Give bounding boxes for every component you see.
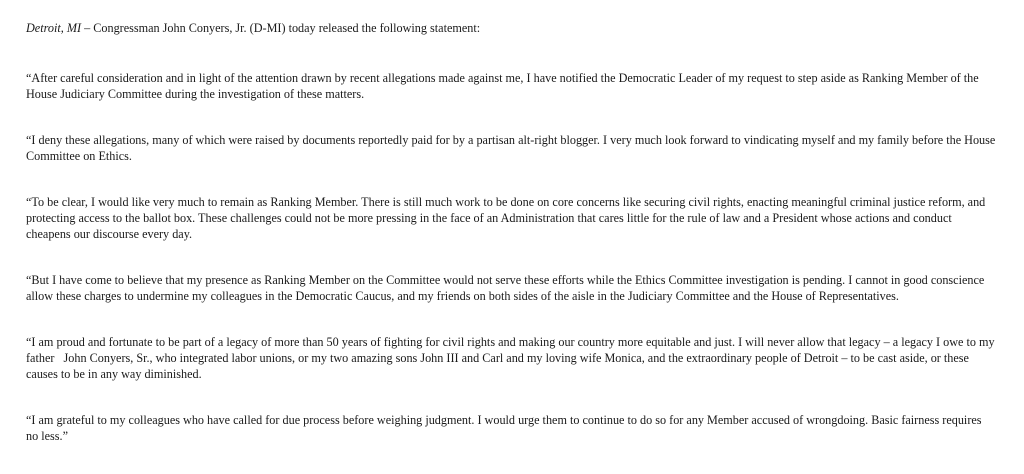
statement-paragraph-2: “I deny these allegations, many of which were raised by documents reportedly paid for by a partisan alt-right blogger. I very much look forward to vindicating myself and my family before the House Committee on Ethics. [26, 133, 996, 163]
statement-paragraph-3: “To be clear, I would like very much to remain as Ranking Member. There is still much work to be done on core concerns like securing civil rights, enacting meaningful criminal justice reform, and protecting access to the ballot box. These challenges could not be more pressing in the face of an Administration that cares little for the rule of law and a President whose actions and conduct cheapens our discourse every day. [26, 195, 986, 241]
dateline [26, 20, 996, 36]
dateline-text: – Congressman John Conyers, Jr. (D-MI) today released the following statement: [81, 21, 481, 35]
statement-paragraph-5: “I am proud and fortunate to be part of a legacy of more than 50 years of fighting for civil rights and making our country more equitable and just. I will never allow that legacy – a legacy I owe to my father John Conyers, Sr., who integrated labor unions, or my two amazing sons John III and Carl and my loving wife Monica, and the extraordinary people of Detroit – to be cast aside, or these causes to be in any way diminished. [26, 335, 998, 381]
dateline-place: Detroit, MI [26, 21, 82, 35]
statement-paragraph-4: “But I have come to believe that my presence as Ranking Member on the Committee would not serve these efforts while the Ethics Committee investigation is pending. I cannot in good conscience allow these charges to undermine my colleagues in the Democratic Caucus, and my friends on both sides of the aisle in the Judiciary Committee and the House of Representatives. [26, 273, 985, 303]
statement-paragraph-1: “After careful consideration and in light of the attention drawn by recent allegations made against me, I have notified the Democratic Leader of my request to step aside as Ranking Member of the House Judiciary Committee during the investigation of these matters. [26, 71, 979, 101]
statement-paragraph-6: “I am grateful to my colleagues who have called for due process before weighing judgment. I would urge them to continue to do so for any Member accused of wrongdoing. Basic fairness requires no less.” [26, 413, 982, 443]
press-statement [26, 20, 996, 474]
